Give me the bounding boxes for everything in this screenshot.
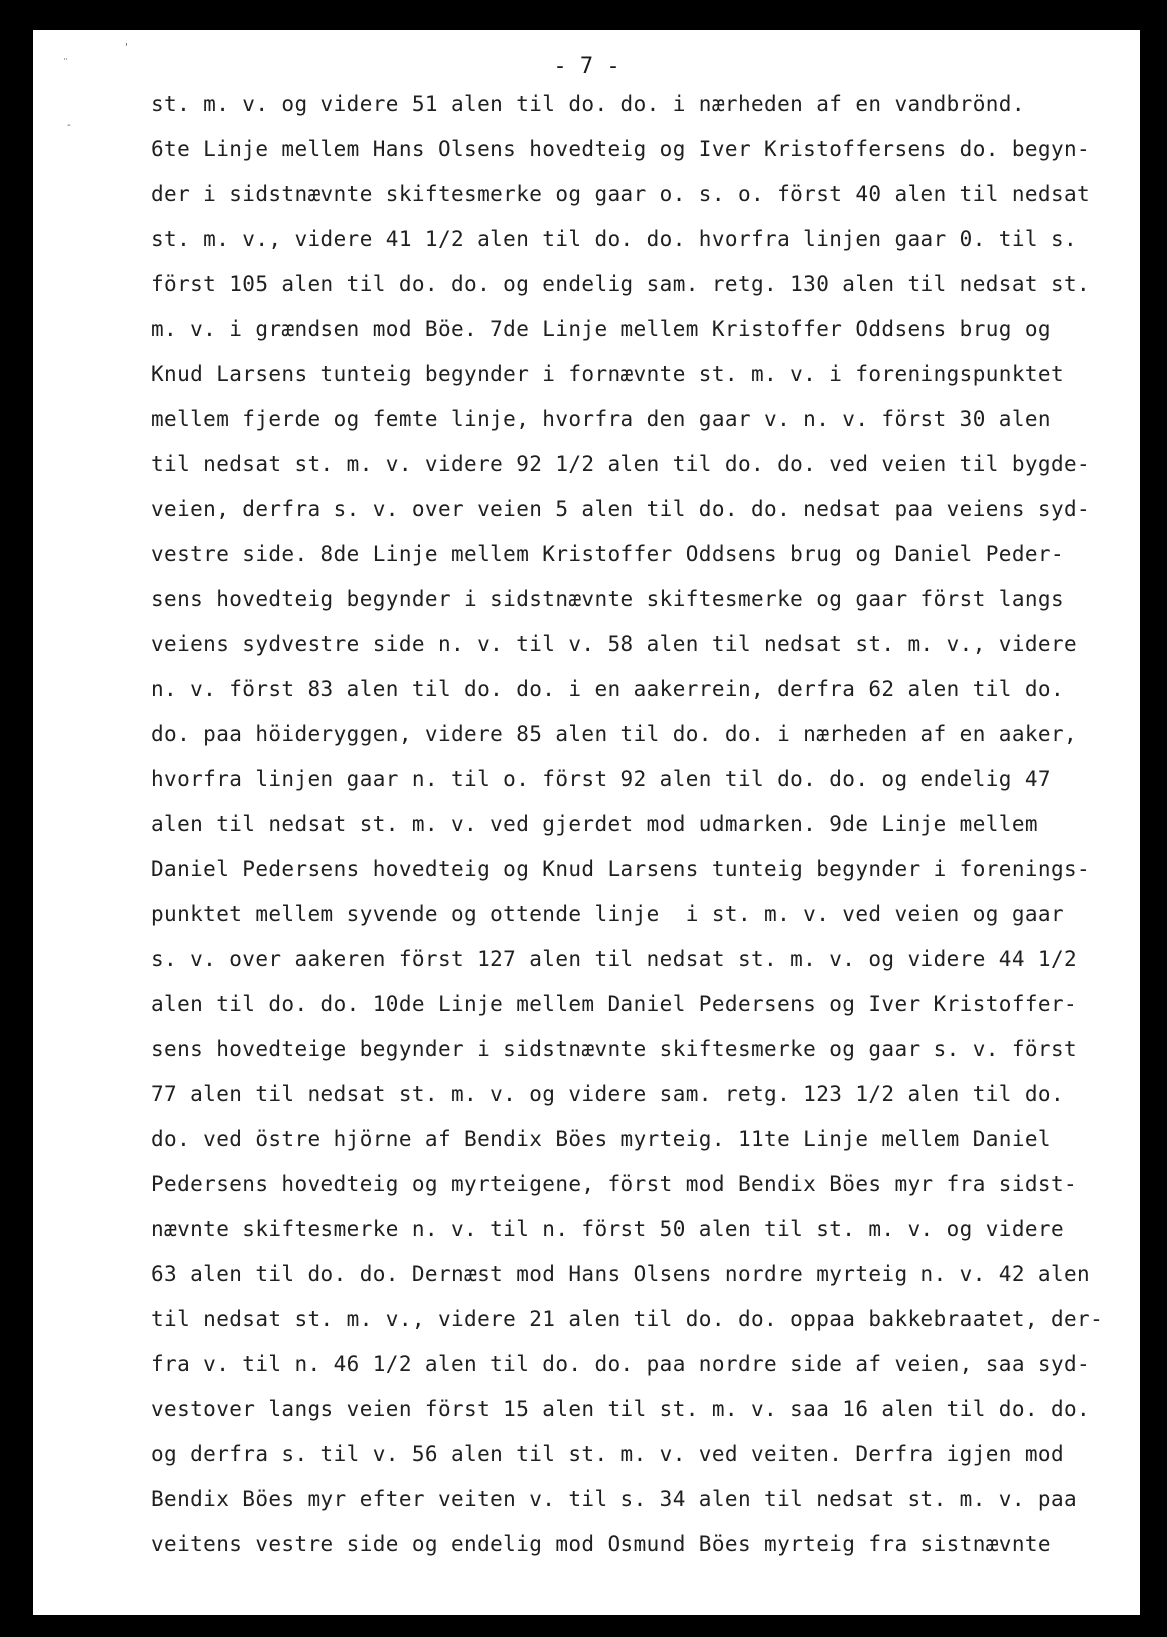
- text-line: 63 alen til do. do. Dernæst mod Hans Olsens nordre myrteig n. v. 42 alen: [151, 1262, 1091, 1286]
- paper-speck: -: [67, 120, 71, 131]
- text-line: mellem fjerde og femte linje, hvorfra den gaar v. n. v. först 30 alen: [151, 407, 1051, 431]
- text-line: vestre side. 8de Linje mellem Kristoffer Oddsens brug og Daniel Peder-: [151, 542, 1065, 566]
- text-line: Knud Larsens tunteig begynder i fornævnte st. m. v. i foreningspunktet: [151, 362, 1065, 386]
- text-line: alen til do. do. 10de Linje mellem Daniel Pedersens og Iver Kristoffer-: [151, 992, 1078, 1016]
- page-number: - 7 -: [553, 54, 620, 79]
- text-line: först 105 alen til do. do. og endelig sam. retg. 130 alen til nedsat st.: [151, 272, 1091, 296]
- paper-speck: ¨: [63, 58, 68, 69]
- text-line: og derfra s. til v. 56 alen til st. m. v. ved veiten. Derfra igjen mod: [151, 1442, 1065, 1466]
- text-line: st. m. v. og videre 51 alen til do. do. i nærheden af en vandbrönd.: [151, 92, 1025, 116]
- text-line: 77 alen til nedsat st. m. v. og videre sam. retg. 123 1/2 alen til do.: [151, 1082, 1065, 1106]
- text-line: fra v. til n. 46 1/2 alen til do. do. paa nordre side af veien, saa syd-: [151, 1352, 1091, 1376]
- text-line: til nedsat st. m. v. videre 92 1/2 alen til do. do. ved veien til bygde-: [151, 452, 1091, 476]
- text-line: alen til nedsat st. m. v. ved gjerdet mod udmarken. 9de Linje mellem: [151, 812, 1038, 836]
- text-line: nævnte skiftesmerke n. v. til n. först 50 alen til st. m. v. og videre: [151, 1217, 1065, 1241]
- text-line: do. ved östre hjörne af Bendix Böes myrteig. 11te Linje mellem Daniel: [151, 1127, 1051, 1151]
- text-line: Bendix Böes myr efter veiten v. til s. 34 alen til nedsat st. m. v. paa: [151, 1487, 1078, 1511]
- text-line: do. paa höideryggen, videre 85 alen til do. do. i nærheden af en aaker,: [151, 722, 1078, 746]
- text-line: veitens vestre side og endelig mod Osmund Böes myrteig fra sistnævnte: [151, 1532, 1051, 1556]
- text-line: Pedersens hovedteig og myrteigene, först mod Bendix Böes myr fra sidst-: [151, 1172, 1078, 1196]
- text-line: sens hovedteig begynder i sidstnævnte skiftesmerke og gaar först langs: [151, 587, 1065, 611]
- typewritten-text: [151, 82, 1136, 1567]
- paper-speck: ': [125, 42, 128, 53]
- text-line: der i sidstnævnte skiftesmerke og gaar o. s. o. först 40 alen til nedsat: [151, 182, 1091, 206]
- text-line: 6te Linje mellem Hans Olsens hovedteig og Iver Kristoffersens do. begyn-: [151, 137, 1091, 161]
- text-line: Daniel Pedersens hovedteig og Knud Larsens tunteig begynder i forenings-: [151, 857, 1091, 881]
- text-line: n. v. först 83 alen til do. do. i en aakerrein, derfra 62 alen til do.: [151, 677, 1065, 701]
- document-page: [33, 30, 1140, 1615]
- text-line: hvorfra linjen gaar n. til o. först 92 alen til do. do. og endelig 47: [151, 767, 1051, 791]
- text-line: st. m. v., videre 41 1/2 alen til do. do. hvorfra linjen gaar 0. til s.: [151, 227, 1078, 251]
- text-line: m. v. i grændsen mod Böe. 7de Linje mellem Kristoffer Oddsens brug og: [151, 317, 1051, 341]
- text-line: til nedsat st. m. v., videre 21 alen til do. do. oppaa bakkebraatet, der-: [151, 1307, 1104, 1331]
- text-line: s. v. over aakeren först 127 alen til nedsat st. m. v. og videre 44 1/2: [151, 947, 1078, 971]
- text-line: veiens sydvestre side n. v. til v. 58 alen til nedsat st. m. v., videre: [151, 632, 1078, 656]
- text-line: veien, derfra s. v. over veien 5 alen til do. do. nedsat paa veiens syd-: [151, 497, 1091, 521]
- text-line: punktet mellem syvende og ottende linje i st. m. v. ved veien og gaar: [151, 902, 1065, 926]
- text-line: vestover langs veien först 15 alen til st. m. v. saa 16 alen til do. do.: [151, 1397, 1091, 1421]
- text-line: sens hovedteige begynder i sidstnævnte skiftesmerke og gaar s. v. först: [151, 1037, 1078, 1061]
